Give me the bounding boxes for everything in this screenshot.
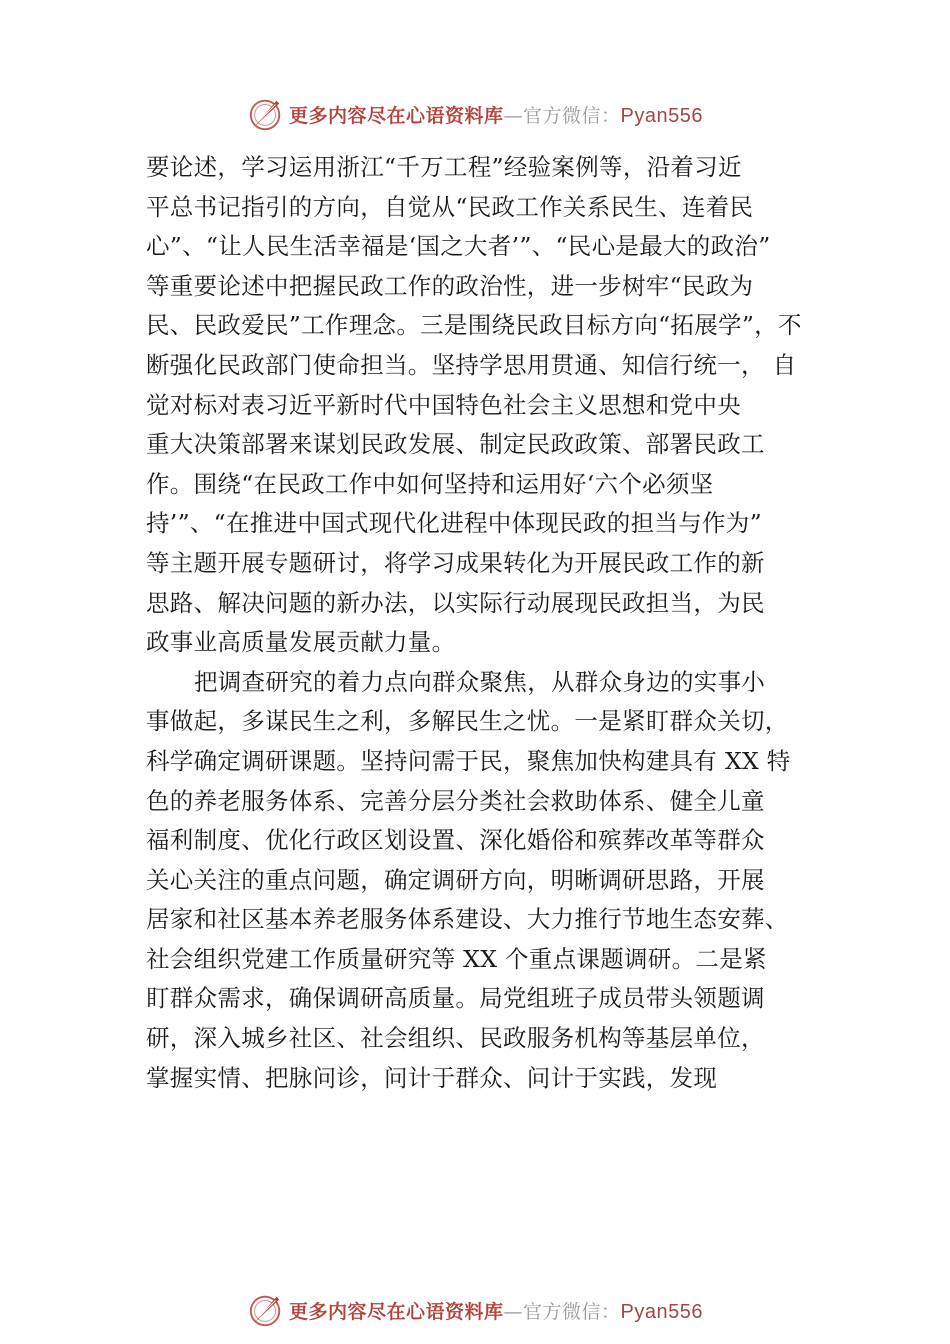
document-body <box>146 148 826 1098</box>
quill-logo-icon <box>247 1291 285 1329</box>
text-line: 关心关注的重点问题，确定调研方向，明晰调研思路，开展 <box>146 865 765 894</box>
paragraph-start-line: 把调查研究的着力点向群众聚焦，从群众身边的实事小 <box>194 667 766 696</box>
header-site-name: 更多内容尽在心语资料库 <box>289 104 504 127</box>
text-line: 要论述，学习运用浙江“千万工程”经验案例等，沿着习近 <box>146 153 742 181</box>
text-line: 持’”、“在推进中国式现代化进程中体现民政的担当与作为” <box>146 509 762 538</box>
text-line: 社会组织党建工作质量研究等 XX 个重点课题调研。二是紧 <box>146 944 767 973</box>
text-line: 事做起，多谋民生之利，多解民生之忧。一是紧盯群众关切， <box>146 707 789 736</box>
text-line: 政事业高质量发展贡献力量。 <box>146 628 456 657</box>
text-line: 重大决策部署来谋划民政发展、制定民政政策、部署民政工 <box>146 430 765 459</box>
text-line: 断强化民政部门使命担当。坚持学思用贯通、知信行统一， 自 <box>146 350 797 379</box>
quill-logo-icon <box>247 95 285 133</box>
footer-text <box>289 1297 703 1324</box>
text-line: 作。围绕“在民政工作中如何坚持和运用好‘六个必须坚 <box>146 469 714 498</box>
header-text <box>289 101 703 128</box>
text-line: 等重要论述中把握民政工作的政治性，进一步树牢“民政为 <box>146 271 754 300</box>
text-line: 研，深入城乡社区、社会组织、民政服务机构等基层单位， <box>146 1024 765 1053</box>
text-line: 心”、“让人民生活幸福是‘国之大者’”、“民心是最大的政治” <box>146 232 771 261</box>
text-line: 盯群众需求，确保调研高质量。局党组班子成员带头领题调 <box>146 984 765 1013</box>
text-line: 色的养老服务体系、完善分层分类社会救助体系、健全儿童 <box>146 786 765 815</box>
text-line: 掌握实情、把脉问诊，问计于群众、问计于实践，发现 <box>146 1063 718 1092</box>
text-line: 居家和社区基本养老服务体系建设、大力推行节地生态安葬、 <box>146 905 789 934</box>
footer-wechat-id: Pyan556 <box>620 1300 703 1323</box>
footer-dash: — <box>503 1300 524 1323</box>
text-line: 觉对标对表习近平新时代中国特色社会主义思想和党中央 <box>146 390 741 419</box>
header-banner <box>0 94 950 134</box>
header-wechat-id: Pyan556 <box>620 104 703 127</box>
footer-site-name: 更多内容尽在心语资料库 <box>289 1300 504 1323</box>
text-line: 福利制度、优化行政区划设置、深化婚俗和殡葬改革等群众 <box>146 826 765 855</box>
header-dash: — <box>503 104 524 127</box>
text-line: 民、民政爱民”工作理念。三是围绕民政目标方向“拓展学”，不 <box>146 311 802 340</box>
text-line: 科学确定调研课题。坚持问需于民，聚焦加快构建具有 XX 特 <box>146 746 791 775</box>
text-line: 等主题开展专题研讨，将学习成果转化为开展民政工作的新 <box>146 548 765 577</box>
header-wechat-label: 官方微信： <box>523 104 621 127</box>
text-line: 思路、解决问题的新办法，以实际行动展现民政担当，为民 <box>146 588 765 617</box>
text-line: 平总书记指引的方向，自觉从“民政工作关系民生、连着民 <box>146 192 754 221</box>
footer-banner <box>0 1290 950 1330</box>
footer-wechat-label: 官方微信： <box>523 1300 621 1323</box>
